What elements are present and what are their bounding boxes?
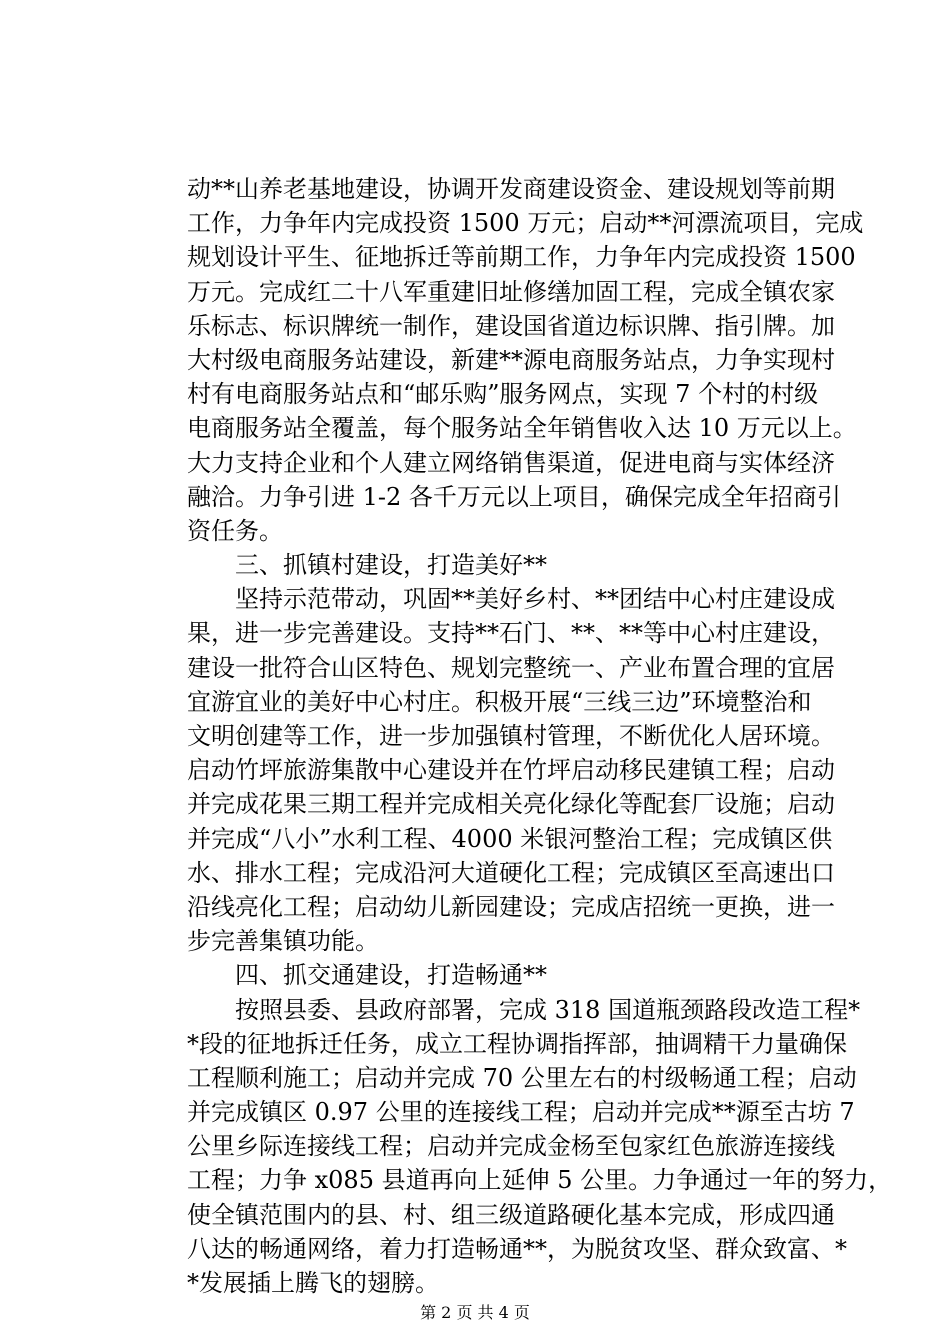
body-line: 步完善集镇功能。 bbox=[187, 927, 379, 956]
section-heading: 四、抓交通建设，打造畅通** bbox=[235, 961, 547, 990]
body-line: 资任务。 bbox=[187, 516, 283, 545]
section-heading: 三、抓镇村建设，打造美好** bbox=[235, 551, 547, 580]
body-line: 乐标志、标识牌统一制作，建设国省道边标识牌、指引牌。加 bbox=[187, 311, 835, 340]
body-line: 八达的畅通网络，着力打造畅通**，为脱贫攻坚、群众致富、* bbox=[187, 1234, 847, 1263]
body-line: 动**山养老基地建设，协调开发商建设资金、建设规划等前期 bbox=[187, 175, 835, 203]
body-line: 并完成花果三期工程并完成相关亮化绿化等配套厂设施；启动 bbox=[187, 790, 835, 819]
document-body bbox=[187, 172, 893, 1300]
body-line: 大力支持企业和个人建立网络销售渠道，促进电商与实体经济 bbox=[187, 448, 835, 477]
body-line: 建设一批符合山区特色、规划完整统一、产业布置合理的宜居 bbox=[187, 653, 835, 682]
body-line: 果，进一步完善建设。支持**石门、**、**等中心村庄建设， bbox=[187, 619, 835, 648]
body-line: 工程顺利施工；启动并完成 70 公里左右的村级畅通工程；启动 bbox=[187, 1063, 857, 1092]
body-line: 村有电商服务站点和“邮乐购”服务网点，实现 7 个村的村级 bbox=[187, 380, 819, 409]
body-line: 并完成镇区 0.97 公里的连接线工程；启动并完成**源至古坊 7 bbox=[187, 1098, 855, 1127]
body-line: 使全镇范围内的县、村、组三级道路硬化基本完成，形成四通 bbox=[187, 1200, 835, 1229]
body-line: *段的征地拆迁任务，成立工程协调指挥部，抽调精干力量确保 bbox=[187, 1029, 847, 1058]
body-line: 水、排水工程；完成沿河大道硬化工程；完成镇区至高速出口 bbox=[187, 858, 835, 887]
body-line: 规划设计平生、征地拆迁等前期工作，力争年内完成投资 1500 bbox=[187, 243, 856, 272]
body-line: 大村级电商服务站建设，新建**源电商服务站点，力争实现村 bbox=[187, 345, 835, 374]
body-line: 并完成“八小”水利工程、4000 米银河整治工程；完成镇区供 bbox=[187, 824, 833, 853]
body-line: 万元。完成红二十八军重建旧址修缮加固工程，完成全镇农家 bbox=[187, 277, 835, 306]
body-line: 工程；力争 x085 县道再向上延伸 5 公里。力争通过一年的努力， bbox=[187, 1166, 893, 1195]
body-line: 文明创建等工作，进一步加强镇村管理，不断优化人居环境。 bbox=[187, 722, 835, 750]
body-line: 融洽。力争引进 1-2 各千万元以上项目，确保完成全年招商引 bbox=[187, 482, 841, 511]
body-line: 按照县委、县政府部署，完成 318 国道瓶颈路段改造工程* bbox=[235, 995, 861, 1024]
body-line: 坚持示范带动，巩固**美好乡村、**团结中心村庄建设成 bbox=[235, 585, 835, 614]
body-line: 公里乡际连接线工程；启动并完成金杨至包家红色旅游连接线 bbox=[187, 1132, 835, 1161]
page-number-footer: 第 2 页 共 4 页 bbox=[420, 1303, 530, 1322]
body-line: 宜游宜业的美好中心村庄。积极开展“三线三边”环境整治和 bbox=[187, 687, 812, 716]
body-line: *发展插上腾飞的翅膀。 bbox=[187, 1269, 439, 1297]
body-line: 启动竹坪旅游集散中心建设并在竹坪启动移民建镇工程；启动 bbox=[187, 756, 835, 785]
body-line: 工作，力争年内完成投资 1500 万元；启动**河漂流项目，完成 bbox=[187, 209, 864, 238]
body-line: 电商服务站全覆盖，每个服务站全年销售收入达 10 万元以上。 bbox=[187, 414, 857, 443]
body-line: 沿线亮化工程；启动幼儿新园建设；完成店招统一更换，进一 bbox=[187, 892, 835, 921]
